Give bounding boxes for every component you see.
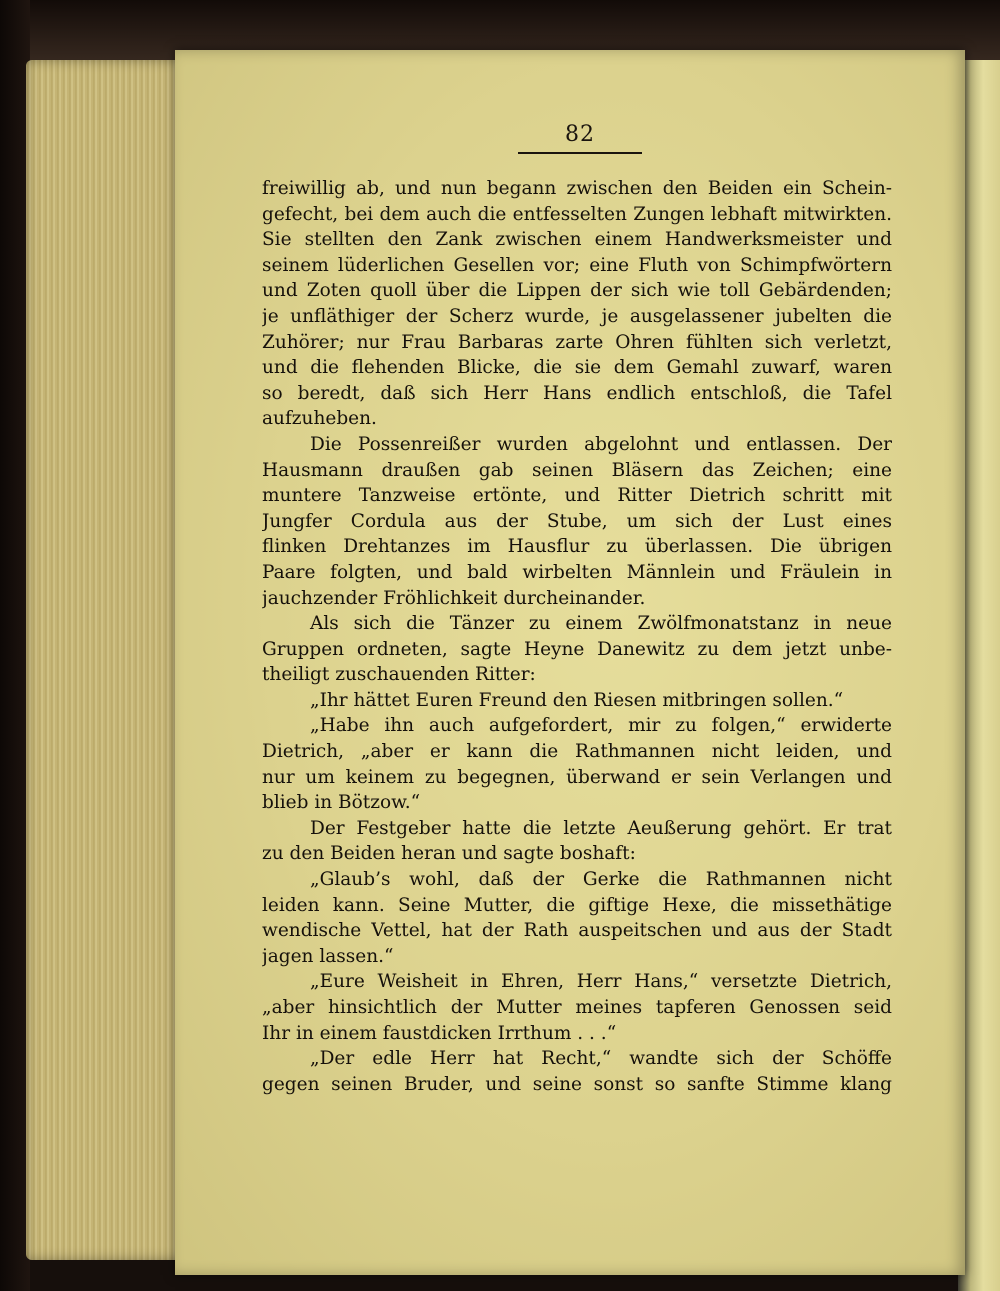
text-line: „Habe ihn auch aufgefordert, mir zu folgen,“ erwiderte — [310, 715, 892, 737]
text-line: wendische Vettel, hat der Rath auspeitschen und aus der Stadt — [262, 920, 892, 942]
text-line: gefecht, bei dem auch die entfesselten Zungen lebhaft mitwirkten. — [262, 203, 892, 225]
text-line: leiden kann. Seine Mutter, die giftige Hexe, die missethätige — [262, 894, 892, 916]
text-line: freiwillig ab, und nun begann zwischen den Beiden ein Schein- — [262, 178, 892, 199]
text-line: Sie stellten den Zank zwischen einem Handwerksmeister und — [262, 229, 892, 251]
text-line: blieb in Bötzow.“ — [262, 792, 421, 814]
text-line: aufzuheben. — [262, 408, 377, 430]
text-line: jauchzender Fröhlichkeit durcheinander. — [262, 587, 646, 609]
text-line: theiligt zuschauenden Ritter: — [262, 664, 536, 686]
text-line: Zuhörer; nur Frau Barbaras zarte Ohren fühlten sich verletzt, — [262, 331, 892, 353]
text-line: Die Possenreißer wurden abgelohnt und entlassen. Der — [310, 433, 892, 455]
text-line: Der Festgeber hatte die letzte Aeußerung gehört. Er trat — [310, 817, 892, 839]
text-line: flinken Drehtanzes im Hausflur zu überlassen. Die übrigen — [262, 536, 892, 558]
text-line: „Der edle Herr hat Recht,“ wandte sich der Schöffe — [310, 1048, 892, 1070]
text-line: Ihr in einem faustdicken Irrthum . . .“ — [262, 1022, 617, 1044]
text-line: jagen lassen.“ — [262, 945, 394, 967]
text-line: Paare folgten, und bald wirbelten Männlein und Fräulein in — [262, 561, 892, 583]
text-line: nur um keinem zu begegnen, überwand er sein Verlangen und — [262, 766, 892, 788]
text-line: „Eure Weisheit in Ehren, Herr Hans,“ versetzte Dietrich, — [310, 971, 892, 993]
text-line: Dietrich, „aber er kann die Rathmannen nicht leiden, und — [262, 741, 892, 763]
text-line: Gruppen ordneten, sagte Heyne Danewitz zu dem jetzt unbe- — [262, 638, 892, 660]
text-line: „aber hinsichtlich der Mutter meines tapferen Genossen seid — [262, 997, 892, 1018]
text-line: muntere Tanzweise ertönte, und Ritter Dietrich schritt mit — [262, 485, 892, 507]
text-line: und die flehenden Blicke, die sie dem Gemahl zuwarf, waren — [262, 357, 892, 379]
text-line: und Zoten quoll über die Lippen der sich wie toll Gebärdenden; — [262, 280, 892, 302]
book-page-edges — [26, 60, 186, 1260]
page-number-rule — [518, 152, 642, 154]
page-body-text — [262, 176, 892, 1097]
text-line: Jungfer Cordula aus der Stube, um sich der Lust eines — [262, 510, 892, 532]
text-line: seinem lüderlichen Gesellen vor; eine Fluth von Schimpfwörtern — [262, 254, 892, 276]
text-line: so beredt, daß sich Herr Hans endlich entschloß, die Tafel — [262, 382, 892, 404]
text-line: „Glaub’s wohl, daß der Gerke die Rathmannen nicht — [310, 869, 892, 891]
text-line: Hausmann draußen gab seinen Bläsern das Zeichen; eine — [262, 459, 892, 481]
text-line: Als sich die Tänzer zu einem Zwölfmonatstanz in neue — [310, 613, 892, 635]
page-number: 82 — [565, 122, 595, 147]
text-line: je unfläthiger der Scherz wurde, je ausgelassener jubelten die — [262, 305, 892, 327]
text-line: gegen seinen Bruder, und seine sonst so sanfte Stimme klang — [262, 1073, 892, 1095]
text-line: „Ihr hättet Euren Freund den Riesen mitbringen sollen.“ — [310, 689, 844, 711]
text-line: zu den Beiden heran und sagte boshaft: — [262, 843, 636, 865]
